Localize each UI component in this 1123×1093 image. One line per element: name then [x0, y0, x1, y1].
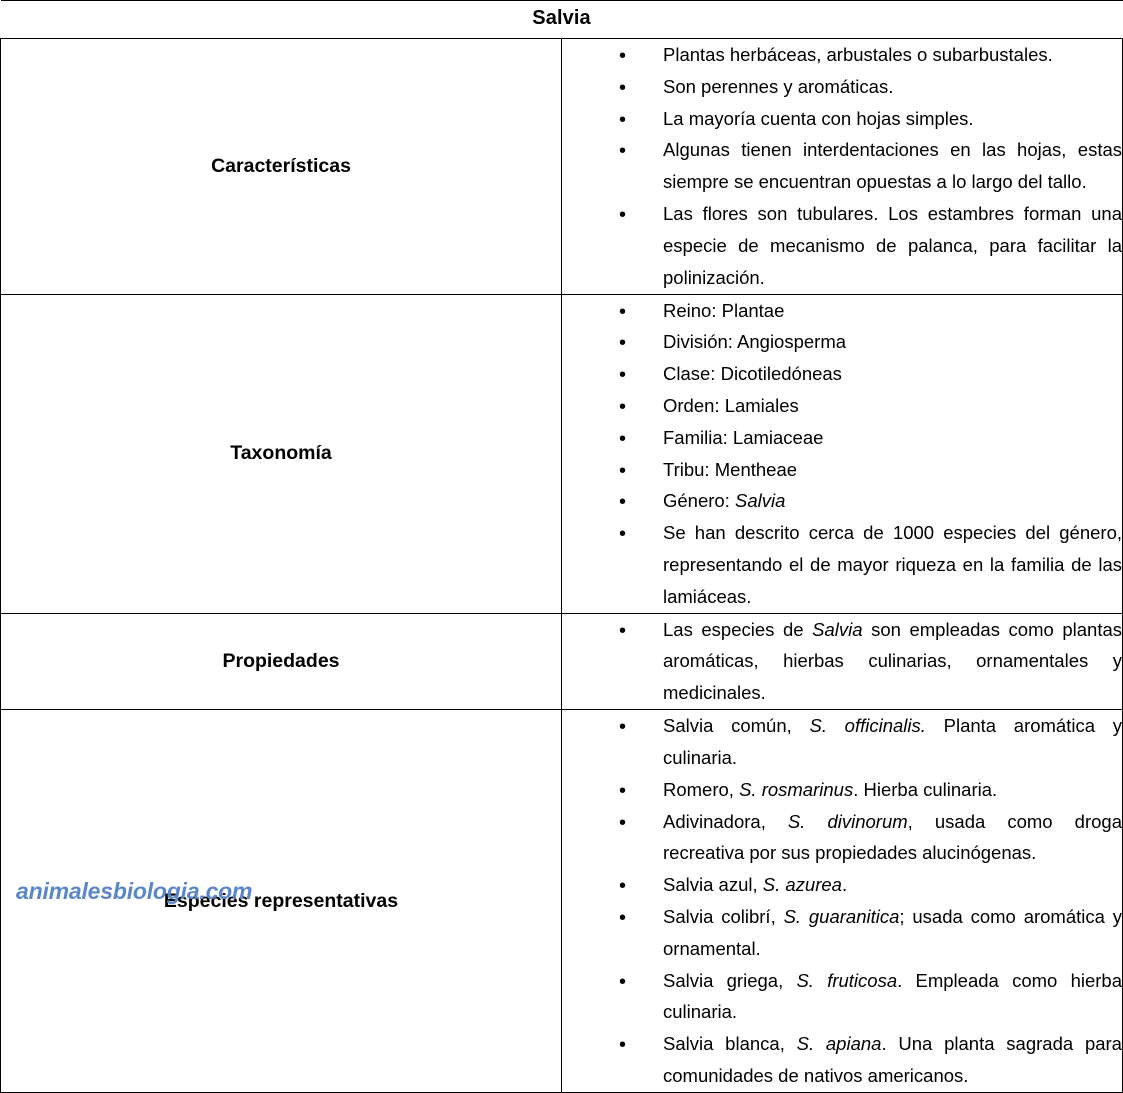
- table-row: [1, 613, 1123, 709]
- bullet-item: • Salvia azul, S. azurea.: [562, 869, 1122, 901]
- bullet-item: • Orden: Lamiales: [562, 390, 1122, 422]
- row-label-especies-representativas: Especies representativas: [1, 710, 562, 1093]
- bullet-item: • Salvia blanca, S. apiana. Una planta sagrada para comunidades de nativos americanos.: [562, 1028, 1122, 1092]
- bullet-item: • Adivinadora, S. divinorum, usada como droga recreativa por sus propiedades alucinógenas.: [562, 806, 1122, 870]
- bullet-item: • Son perennes y aromáticas.: [562, 71, 1122, 103]
- bullet-item: • Algunas tienen interdentaciones en las hojas, estas siempre se encuentran opuestas a lo largo del tallo.: [562, 134, 1122, 198]
- table-row: [1, 294, 1123, 613]
- bullet-item: • Clase: Dicotiledóneas: [562, 358, 1122, 390]
- bullet-item: • Género: Salvia: [562, 485, 1122, 517]
- bullet-item: • Salvia común, S. officinalis. Planta aromática y culinaria.: [562, 710, 1122, 774]
- row-content-especies-representativas: [562, 710, 1123, 1093]
- bullet-item: • Romero, S. rosmarinus. Hierba culinaria.: [562, 774, 1122, 806]
- row-content-propiedades: [562, 613, 1123, 709]
- table-body: [1, 1, 1123, 1093]
- row-content-caracteristicas: [562, 39, 1123, 295]
- bullet-item: • Las especies de Salvia son empleadas como plantas aromáticas, hierbas culinarias, ornamentales y medicinales.: [562, 614, 1122, 709]
- bullet-item: • Las flores son tubulares. Los estambres forman una especie de mecanismo de palanca, para facilitar la polinización.: [562, 198, 1122, 293]
- bullet-item: • Plantas herbáceas, arbustales o subarbustales.: [562, 39, 1122, 71]
- table-row: [1, 39, 1123, 295]
- page-title: Salvia: [1, 1, 1123, 39]
- row-label-caracteristicas: Características: [1, 39, 562, 295]
- bullet-list: [562, 39, 1122, 294]
- row-label-propiedades: Propiedades: [1, 613, 562, 709]
- bullet-item: • Familia: Lamiaceae: [562, 422, 1122, 454]
- row-label-taxonomia: Taxonomía: [1, 294, 562, 613]
- table-title-row: [1, 1, 1123, 39]
- bullet-list: [562, 710, 1122, 1092]
- bullet-item: • División: Angiosperma: [562, 326, 1122, 358]
- bullet-item: • Tribu: Mentheae: [562, 454, 1122, 486]
- bullet-item: • Se han descrito cerca de 1000 especies del género, representando el de mayor riqueza en la familia de las lamiáceas.: [562, 517, 1122, 612]
- bullet-item: • Salvia colibrí, S. guaranitica; usada como aromática y ornamental.: [562, 901, 1122, 965]
- bullet-list: [562, 614, 1122, 709]
- bullet-item: • Salvia griega, S. fruticosa. Empleada como hierba culinaria.: [562, 965, 1122, 1029]
- site-watermark: animalesbiologia.com: [16, 878, 253, 904]
- bullet-list: [562, 295, 1122, 613]
- bullet-item: • Reino: Plantae: [562, 295, 1122, 327]
- row-content-taxonomia: [562, 294, 1123, 613]
- bullet-item: • La mayoría cuenta con hojas simples.: [562, 103, 1122, 135]
